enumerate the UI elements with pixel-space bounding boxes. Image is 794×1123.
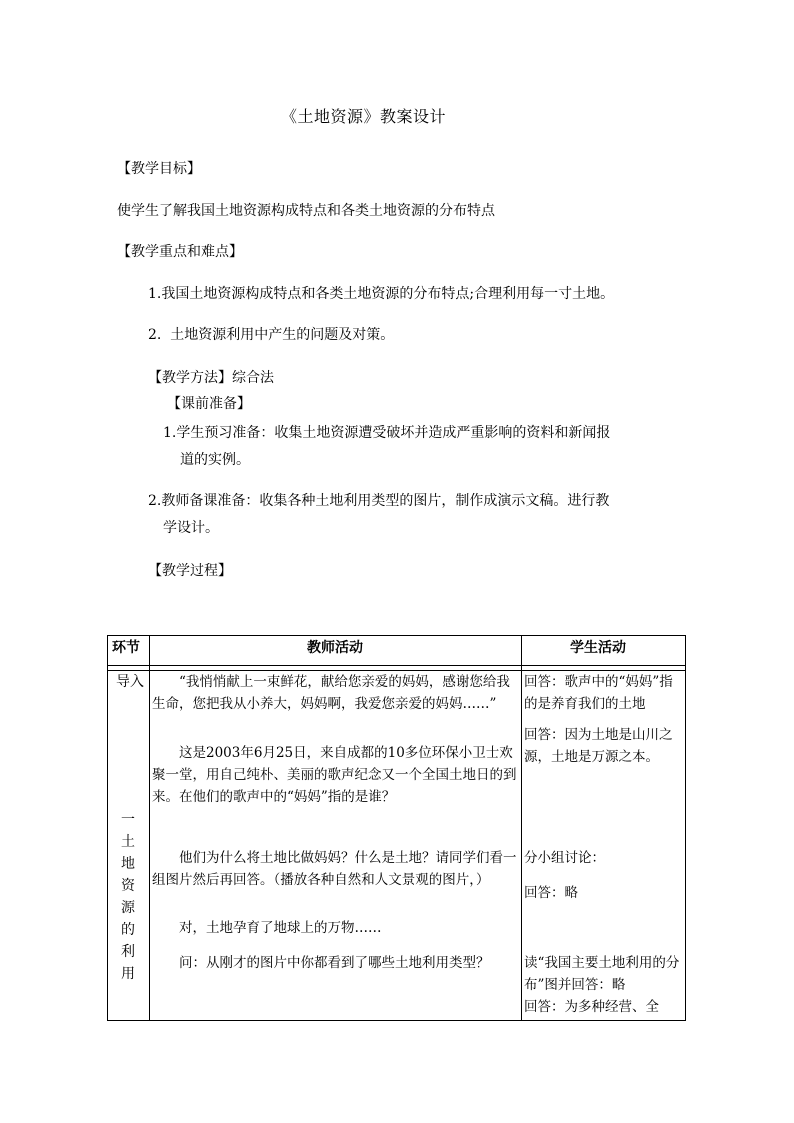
preparation-item-line: 2.教师备课准备：收集各种土地利用类型的图片，制作成演示文稿。进行教: [148, 493, 610, 509]
stage-char: 利: [121, 944, 135, 960]
student-paragraph: 回答：略: [524, 885, 578, 901]
preparation-item-line: 学设计。: [163, 520, 219, 536]
preparation-item-line: 道的实例。: [180, 452, 250, 468]
table-border: [107, 635, 686, 636]
table-border: [107, 665, 686, 666]
stage-intro: 导入: [116, 674, 144, 690]
key-point-item: 2. 土地资源利用中产生的问题及对策。: [148, 327, 395, 343]
stage-char: 土: [121, 834, 135, 850]
stage-char: 资: [121, 878, 135, 894]
student-paragraph: 回答：因为土地是山川之源，土地是万源之本。: [524, 727, 673, 765]
table-header-teacher: 教师活动: [307, 640, 363, 656]
teacher-paragraph: 对，土地孕育了地球上的万物……: [179, 920, 382, 936]
lesson-process-table: [107, 635, 686, 1021]
teacher-paragraph: 这是2003年6月25日，来自成都的10多位环保小卫士欢聚一堂，用自己纯朴、美丽的歌声纪念又一个全国土地日的到来。在他们的歌声中的“妈妈”指的是谁？: [152, 745, 517, 805]
table-border: [521, 635, 522, 1021]
stage-char: 地: [121, 856, 135, 872]
student-paragraph: 读“我国主要土地利用的分布”图并回答：略: [524, 955, 680, 993]
goals-heading: 【教学目标】: [117, 161, 201, 177]
student-paragraph: 回答：为多种经营、全: [524, 999, 659, 1015]
preparation-item-line: 1.学生预习准备：收集土地资源遭受破坏并造成严重影响的资料和新闻报: [163, 425, 611, 441]
table-border: [149, 635, 150, 1021]
stage-char: 的: [121, 922, 135, 938]
teacher-paragraph: “我悄悄献上一束鲜花，献给您亲爱的妈妈，感谢您给我生命，您把我从小养大，妈妈啊，我爱您亲爱的妈妈……”: [152, 674, 510, 712]
teacher-paragraph: 他们为什么将土地比做妈妈？什么是土地？请同学们看一组图片然后再回答。（播放各种自然和人文景观的图片，）: [152, 850, 517, 888]
stage-char: 用: [121, 966, 135, 982]
table-header-stage: 环节: [112, 640, 140, 656]
preparation-heading: 【课前准备】: [167, 396, 251, 412]
teacher-paragraph: 问：从刚才的图片中你都看到了哪些土地利用类型？: [179, 955, 490, 971]
student-paragraph: 回答：歌声中的“妈妈”指的是养育我们的土地: [524, 674, 673, 712]
stage-char: 源: [121, 900, 135, 916]
document-title: 《土地资源》教案设计: [281, 107, 447, 126]
process-heading: 【教学过程】: [148, 563, 232, 579]
student-paragraph: 分小组讨论：: [524, 850, 605, 866]
goals-text: 使学生了解我国土地资源构成特点和各类土地资源的分布特点: [117, 203, 495, 219]
key-point-item: 1.我国土地资源构成特点和各类土地资源的分布特点;合理利用每一寸土地。: [148, 286, 615, 302]
stage-land-use: [107, 809, 149, 985]
stage-char: 一: [121, 812, 135, 828]
table-header-student: 学生活动: [570, 640, 626, 656]
key-points-heading: 【教学重点和难点】: [117, 244, 243, 260]
table-border: [107, 1020, 686, 1021]
teaching-method: 【教学方法】综合法: [148, 370, 274, 386]
